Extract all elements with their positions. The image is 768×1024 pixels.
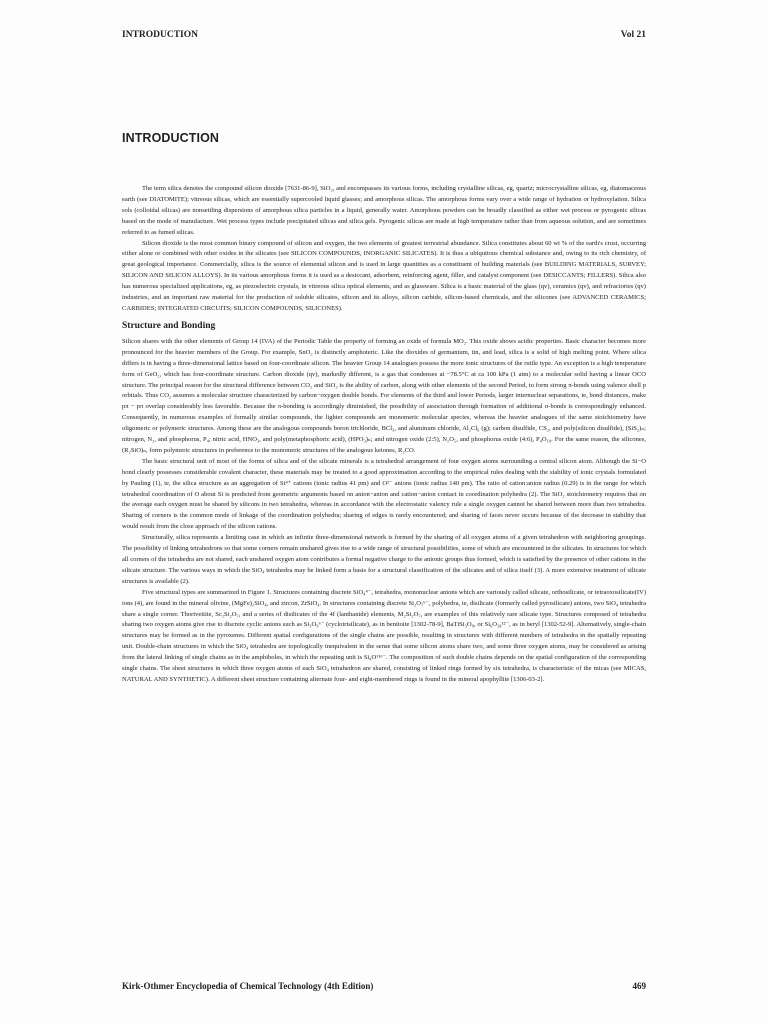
paragraph-structural-unit: The basic structural unit of most of the forms of silica and of the silicate minerals is a tetrahedral arrangement of four oxygen atoms surrounding a central silicon atom. Although the Si−O bond clearly possesses considerable covalent character, these materials may be treated to a good approximation according to the empirical rules dealing with the stability of ionic crystals formulated by Pauling (1), ie, the silica structure as an aggregation of Si⁴⁺ cations (ionic radius 41 pm) and O²⁻ anions (ionic radius 140 pm). The ratio of cation:anion radius (0.29) is in the range for which tetrahedral coordination of O about Si is predicted from geometric arguments based on anion−anion and cation−anion contact in coordination polyhedra (2). The SiO₂ stoichiometry requires that on the average each oxygen must be shared by silicons in two tetrahedra, whereas in accordance with the electrostatic valency rule a single oxygen cannot be shared between more than two tetrahedra. Sharing of corners is the common mode of linkage of the coordination polyhedra; sharing of edges is rarely encountered; and sharing of faces never occurs because of the decrease in stability that would result from the close approach of the silicon cations. (122, 457, 646, 531)
section-heading-structure-bonding: Structure and Bonding (122, 320, 216, 331)
page-title: INTRODUCTION (122, 131, 220, 145)
article-body (122, 184, 646, 686)
paragraph-silica-definition: The term silica denotes the compound silicon dioxide [7631-86-9], SiO₂, and encompasses its various forms, including crystalline silicas, eg, quartz; microcrystalline silicas, eg, diatomaceous earth (see DIATOMITE); vitreous silicas, which are essentially supercooled liquid glasses; and amorphous silicas. The amorphous forms vary over a wide range of hydration or hydroxylation. Silica sols (colloidal silicas) are nonsettling dispersions of amorphous silica particles in a liquid, generally water. Amorphous powders can be broadly classified as either wet process or pyrogenic silicas based on the mode of manufacture. Wet process types include precipitated silicas and silica gels. Pyrogenic silicas are made at high temperature rather than from aqueous solution, and are sometimes referred to as fumed silicas. (122, 185, 646, 236)
running-header-title: INTRODUCTION (122, 30, 199, 40)
running-header-volume: Vol 21 (620, 30, 646, 40)
paragraph-structural-types: Five structural types are summarized in Figure 1. Structures containing discrete SiO₄⁴⁻, tetrahedra, mononuclear anions which are variously called silicate, orthosilicate, or tetraoxosilicate(IV) ions (4), are found in the mineral olivine, (MgFe)₂SiO₄, and zircon, ZrSiO₄. In structures containing discrete Si₂O₇⁶⁻, polyhedra, ie, disilicate (formerly called pyrosilicate) anions, two SiO₄ tetrahedra share a single corner. Thortveitite, Sc₂Si₂O₇, and a series of disilicates of the 4f (lanthanide) elements, M₂Si₂O₇, are examples of this relatively rare silicate type. Structures composed of tetrahedra sharing two oxygen atoms give rise to discrete cyclic anions such as Si₃O₉⁶⁻ (cyclotrisilicate), as in benitoite [1302-78-9], BaTiSi₃O₉, or Si₆O₁₈¹²⁻, as in beryl [1302-52-9]. Alternatively, single-chain structures may be formed as in the pyroxenes. Different spatial configurations of the single chains are possible, resulting in structures with different numbers of tetrahedra in the spatially repeating unit. Double-chain structures in which the SiO₄ tetrahedra are topologically inequivalent in the sense that some silicon atoms share two, and some three oxygen atoms, may be considered as arising from the lateral linking of single chains as in the amphiboles, in which the repeating unit is Si₄O¹¹⁶⁻. The composition of such double chains depends on the spatial configuration of the corresponding single chains. The sheet structures in which three oxygen atoms of each SiO₄ tetrahedron are shared, consisting of linked rings formed by six tetrahedra, is characteristic of the micas (see MICAS, NATURAL AND SYNTHETIC). A different sheet structure containing alternate four- and eight-membered rings is found in the mineral apophyllite [1306-03-2]. (122, 588, 646, 683)
footer-publication: Kirk-Othmer Encyclopedia of Chemical Technology (4th Edition) (122, 981, 374, 991)
paragraph-limiting-case: Structurally, silica represents a limiting case in which an infinite three-dimensional network is formed by the sharing of all oxygen atoms of a given tetrahedron with neighboring groupings. The possibility of linking tetrahedrons so that some corners remain unshared gives rise to a wide range of structural possibilities, some of which are encountered in the silicates. In structures for which all corners of the tetrahedra are not shared, each unshared oxygen atom contributes a formal negative charge to the anionic groups thus formed, which is satisfied by the presence of other cations in the silicate structure. The various ways in which the SiO₄ tetrahedra may be linked form a basis for a structural classification of the silicates and of silica itself (3). A more extensive treatment of silicate structures is available (2). (122, 534, 646, 585)
paragraph-silicon-dioxide: Silicon dioxide is the most common binary compound of silicon and oxygen, the two elements of greatest terrestrial abundance. Silica constitutes about 60 wt % of the earth's crust, occurring either alone or combined with other oxides in the silicates (see SILICON COMPOUNDS, INORGANIC SILICATES). It is thus a ubiquitous chemical substance and, owing to its rich chemistry, of great geological importance. Commercially, silica is the source of elemental silicon and is used in large quantities as a constituent of building materials (see BUILDING MATERIALS, SURVEY; SILICON AND SILICON ALLOYS). In its various amorphous forms it is used as a desiccant, adsorbent, reinforcing agent, filler, and catalyst component (see DESICCANTS; FILLERS). Silica also has numerous specialized applications, eg, as piezoelectric crystals, in vitreous silica optical elements, and as glassware. Silica is a basic material of the glass (qv), ceramics (qv), and refractories (qv) industries, and an important raw material for the production of soluble silicates, silicon and its alloys, silicon carbide, silicon-based chemicals, and the silicones (see ADVANCED CERAMICS; CARBIDES; INTEGRATED CIRCUITS; SILICON COMPOUNDS, SILICONES). (122, 239, 646, 312)
running-header (122, 28, 646, 42)
page-footer (122, 979, 646, 993)
page-number: 469 (632, 981, 646, 991)
paragraph-group-14: Silicon shares with the other elements of Group 14 (IVA) of the Periodic Table the property of forming an oxide of formula MO₂. This oxide shows acidic properties. Basic character becomes more pronounced for the heavier members of the Group. For example, SnO₂ is distinctly amphoteric. Like the dioxides of germanium, tin, and lead, silica is a solid of high melting point. Where silica differs is in having a three-dimensional lattice based on four-coordinate silicon. The heavier Group 14 analogues possess the more ionic structures of the rutile type. An exception is a high temperature form of GeO₂, which has four-coordinate structure. Carbon dioxide (qv), markedly different, is a gas that condenses at −78.5°C at ca 100 kPa (1 atm) to a molecular solid having a linear OCO structure. The principal reason for the structural difference between CO₂ and SiO₂ is the ability of carbon, along with other elements of the second Period, to form strong π-bonds using valence shell p orbitals. Thus CO₂ assumes a molecular structure characterized by carbon−oxygen double bonds. For elements of the third and lower Periods, larger internuclear separations, ie, bond distances, make pπ − pπ overlap considerably less favorable. Because the π-bonding is accordingly diminished, the possibility of association through formation of additional σ-bonds is correspondingly enhanced. Consequently, in numerous examples of formally similar compounds, the lighter compounds are monomeric molecular species, whereas the heavier analogues of the same stoichiometry have oligomeric or polymeric structures. Among these are the analogous compounds boron trichloride, BCl₃, and aluminum chloride, Al₂Cl₆ (g); carbon disulfide, CS₂, and poly(silicon disulfide), (SiS₂)ₙ; nitrogen, N₂, and phosphorus, P₄; nitric acid, HNO₃, and poly(metaphosphoric acid), (HPO₃)ₙ; and nitrogen oxide (2:5), N₂O₅, and phosphorus oxide (4:6), P₄O₁₀. For the same reason, the silicones, (R₂SiO)ₙ, form polymeric structures in preference to the monomeric structures of the analogous ketones, R₂CO. (122, 337, 646, 454)
